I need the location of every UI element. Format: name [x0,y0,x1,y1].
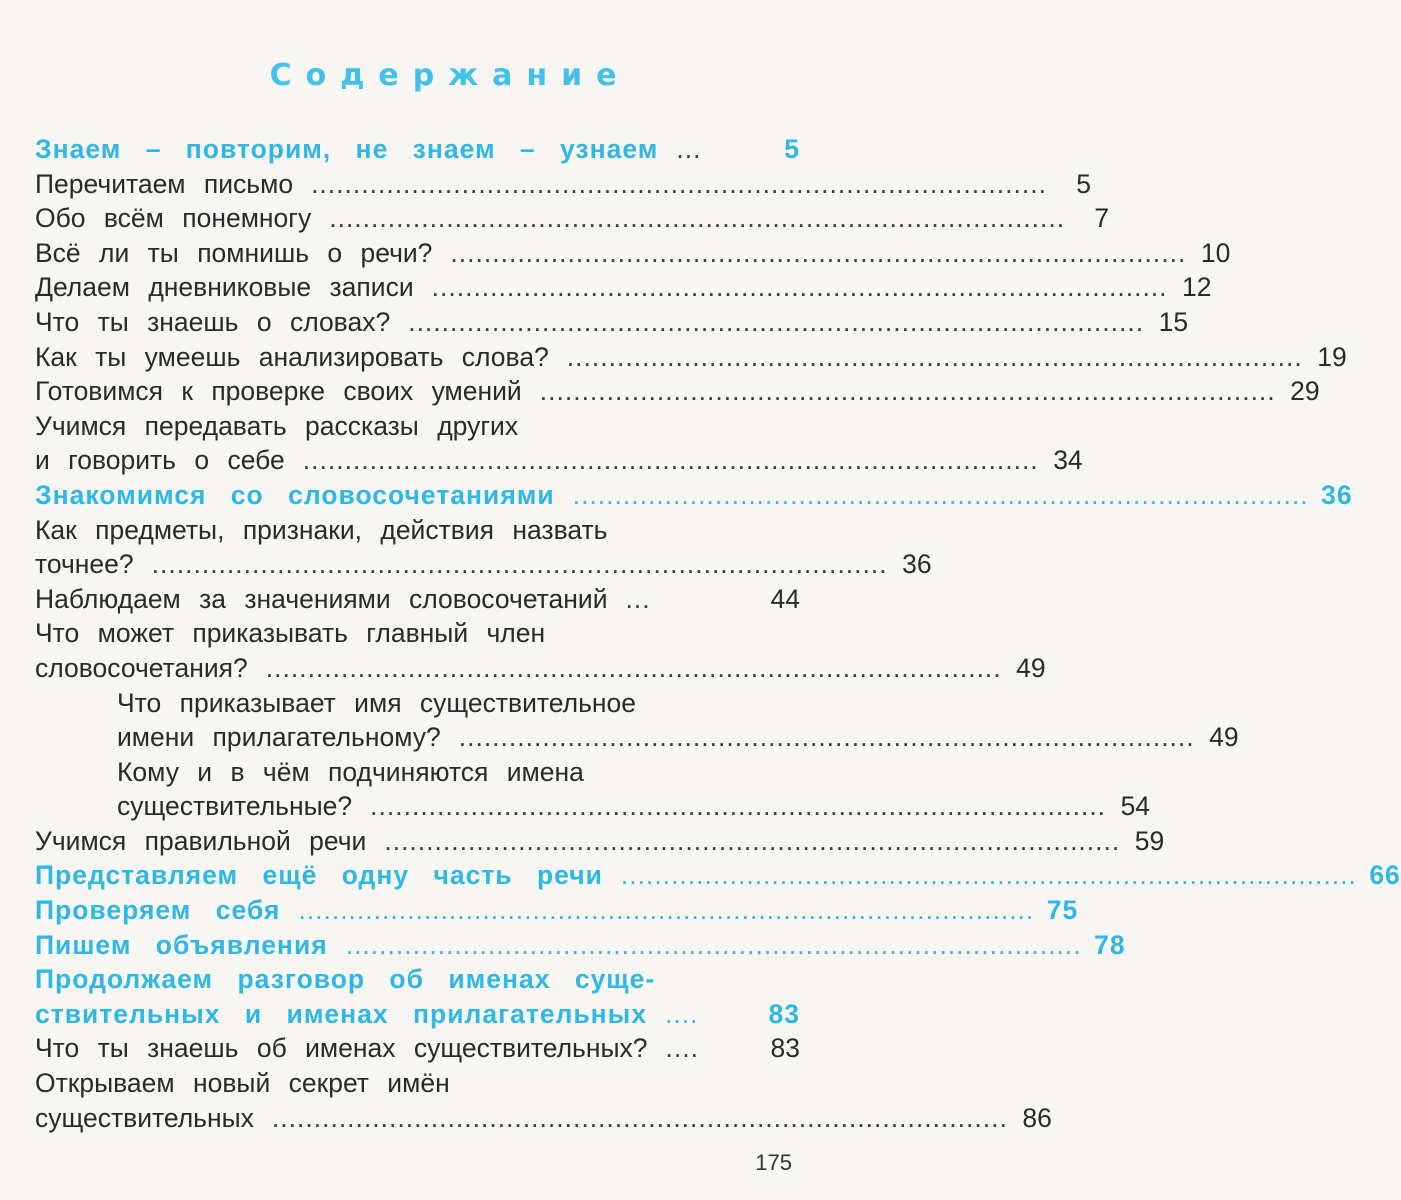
entry-title: существительные? [117,791,353,822]
toc-entry[interactable] [35,547,932,582]
dot-leader: ........................................................................................ [620,860,1357,891]
entry-title: имени прилагательному? [117,722,441,753]
dot-leader: ... [625,583,651,614]
dot-leader: ........................................................................................ [539,376,1276,407]
entry-page-number: 12 [1182,272,1212,303]
entry-title: словосочетания? [35,652,248,683]
toc-entry[interactable] [35,305,1189,340]
entry-page-number: 54 [1120,791,1151,822]
entry-page-number: 75 [1046,895,1079,926]
entry-title: Наблюдаем за значениями словосочетаний [35,583,608,614]
dot-leader: ........................................................................................ [566,341,1303,372]
entry-page-number: 78 [1094,929,1126,960]
entry-title: Учимся передавать рассказы других [35,410,519,441]
entry-title: Всё ли ты помнишь о речи? [35,237,433,268]
toc-subentry[interactable] [35,755,800,790]
entry-page-number: 5 [1076,168,1091,199]
dot-leader: ........................................................................................ [431,272,1168,303]
entry-title: Проверяем себя [35,895,281,926]
dot-leader: .... [665,998,699,1029]
toc-entry[interactable] [35,167,1091,202]
toc-entry[interactable] [35,513,800,548]
entry-title: Что приказывает имя существительное [117,687,637,718]
dot-leader: ........................................................................................ [345,929,1082,960]
toc-entry[interactable] [35,340,1347,375]
entry-page-number: 36 [1321,479,1353,510]
dot-leader: ........................................................................................ [408,306,1145,337]
entry-title: Знаем – повторим, не знаем – узнаем [35,134,659,164]
dot-leader: ........................................................................................ [265,652,1002,683]
dot-leader: ........................................................................................ [450,237,1187,268]
entry-title: существительных [35,1102,254,1133]
entry-page-number: 66 [1369,860,1401,891]
entry-page-number: 49 [1016,652,1046,683]
dot-leader: ........................................................................................ [302,445,1039,476]
entry-title: Как предметы, признаки, действия назвать [35,514,608,545]
dot-leader: ........................................................................................ [151,549,888,580]
toc-entry[interactable] [35,236,1231,271]
entry-title: Обо всём понемногу [35,203,312,234]
entry-title: Что может приказывать главный член [35,618,546,649]
entry-title: Кому и в чём подчиняются имена [117,756,584,787]
entry-page-number: 36 [902,549,932,580]
entry-page-number: 7 [1094,203,1110,234]
toc-section-entry[interactable] [35,997,800,1032]
entry-title: Что ты знаешь о словах? [35,306,391,337]
dot-leader: .... [665,1033,699,1064]
entry-page-number: 34 [1053,445,1083,476]
dot-leader: ........................................................................................ [458,722,1195,753]
toc-entry[interactable] [35,443,1083,478]
page-number: 175 [755,1150,792,1175]
toc-entry[interactable] [35,1101,1052,1136]
toc-subentry[interactable] [35,789,1151,824]
toc-entry[interactable] [35,270,1212,305]
entry-title: Готовимся к проверке своих умений [35,376,522,407]
toc-entry[interactable] [35,409,800,444]
dot-leader: ........................................................................................ [572,479,1309,510]
toc-section-entry[interactable] [35,893,1079,928]
toc-section-entry[interactable] [35,478,1353,513]
entry-title: ствительных и именах прилагательных [35,998,648,1029]
dot-leader: ........................................................................................ [370,791,1107,822]
entry-title: Пишем объявления [35,929,328,960]
toc-section-entry[interactable] [35,858,1401,893]
entry-title: Перечитаем письмо [35,168,294,199]
toc-entry[interactable] [35,201,1110,236]
entry-title: Продолжаем разговор об именах суще- [35,964,656,995]
entry-page-number: 44 [770,583,800,614]
entry-title: Что ты знаешь об именах существительных? [35,1033,648,1064]
entry-title: Представляем ещё одну часть речи [35,860,603,891]
entry-page-number: 83 [768,998,800,1029]
toc-entry[interactable] [35,1031,800,1066]
toc-entry[interactable] [35,651,1046,686]
entry-page-number: 15 [1158,306,1189,337]
dot-leader: ........................................................................................ [271,1102,1008,1133]
toc-section-entry[interactable] [35,928,1126,963]
entry-title: Знакомимся со словосочетаниями [35,479,555,510]
page-title: Содержание [269,58,631,93]
toc-entry[interactable] [35,616,800,651]
toc-entry[interactable] [35,1066,800,1101]
entry-page-number: 83 [770,1033,800,1064]
entry-page-number: 59 [1134,825,1165,856]
toc-section-entry[interactable] [35,962,800,997]
dot-leader: ........................................................................................ [329,203,1066,234]
toc-entry[interactable] [35,374,1320,409]
toc-subentry[interactable] [35,720,1239,755]
toc-section-entry[interactable] [35,132,800,167]
entry-page-number: 10 [1200,237,1231,268]
dot-leader: ........................................................................................ [298,895,1035,926]
toc-entry[interactable] [35,582,800,617]
entry-page-number: 19 [1317,341,1347,372]
entry-title: и говорить о себе [35,445,285,476]
dot-leader: ........................................................................................ [311,168,1047,199]
entry-title: Открываем новый секрет имён [35,1068,450,1099]
entry-page-number: 49 [1209,722,1239,753]
entry-title: Как ты умеешь анализировать слова? [35,341,549,372]
dot-leader: ... [676,134,702,164]
entry-page-number: 5 [784,134,800,164]
entry-page-number: 86 [1022,1102,1052,1133]
entry-title: точнее? [35,549,134,580]
toc-entry[interactable] [35,824,1165,859]
entry-title: Учимся правильной речи [35,825,367,856]
table-of-contents [35,132,1401,1135]
entry-page-number: 29 [1290,376,1320,407]
dot-leader: ........................................................................................ [384,825,1121,856]
entry-title: Делаем дневниковые записи [35,272,414,303]
toc-subentry[interactable] [35,686,800,721]
